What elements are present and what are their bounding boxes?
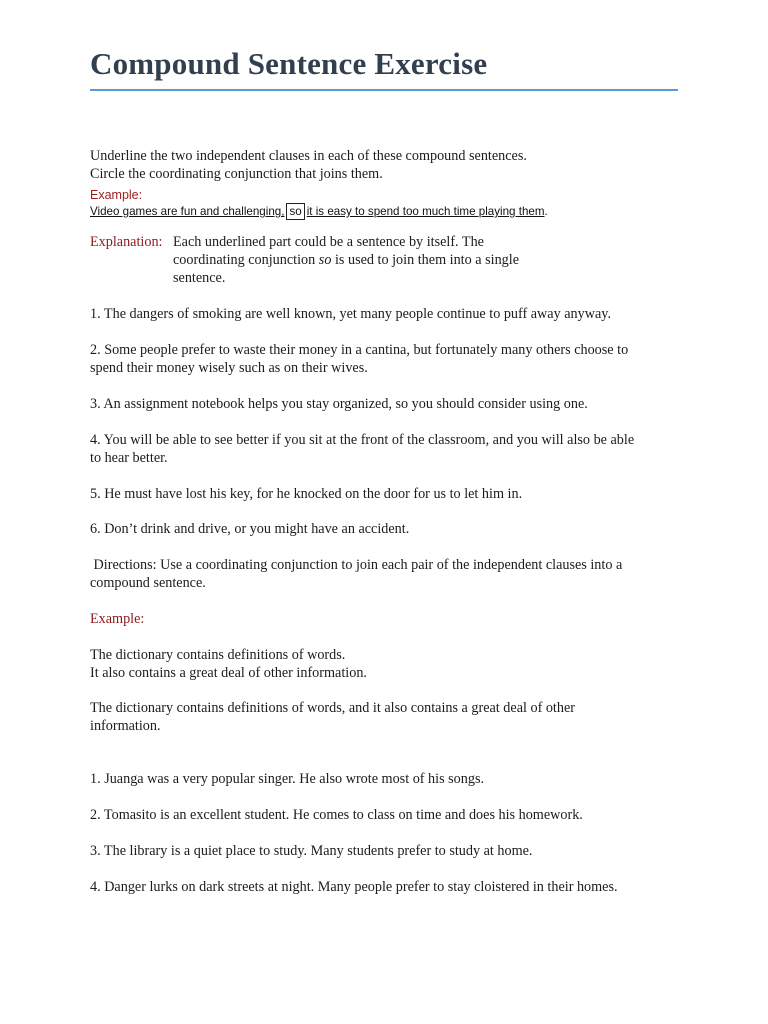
- directions-line-2: compound sentence.: [90, 575, 206, 591]
- example-2-label: Example:: [90, 611, 145, 627]
- exercise1-item-4: 4. You will be able to see better if you sit at the front of the classroom, and you will also be able: [90, 432, 635, 448]
- page-title: Compound Sentence Exercise: [90, 46, 488, 81]
- example-clause-2: it is easy to spend too much time playing them: [306, 205, 545, 218]
- example-pair-line-2: It also contains a great deal of other information.: [90, 665, 367, 681]
- exercise1-item-5: 5. He must have lost his key, for he knocked on the door for us to let him in.: [90, 486, 523, 502]
- explanation-line-1: Each underlined part could be a sentence by itself. The: [173, 234, 484, 250]
- exercise1-item-4-cont: to hear better.: [90, 450, 168, 466]
- explanation-line-3: sentence.: [173, 270, 226, 286]
- instruction-line-1: Underline the two independent clauses in each of these compound sentences.: [90, 148, 527, 164]
- title-underline-rule: [90, 89, 678, 91]
- exercise1-item-3: 3. An assignment notebook helps you stay organized, so you should consider using one.: [90, 396, 588, 412]
- example-answer-line-1: The dictionary contains definitions of words, and it also contains a great deal of other: [90, 700, 575, 716]
- explanation-text-b: is used to join them into a single: [331, 252, 519, 268]
- directions-line-1: Directions: Use a coordinating conjunction to join each pair of the independent clauses into a: [90, 557, 623, 573]
- exercise2-item-1: 1. Juanga was a very popular singer. He also wrote most of his songs.: [90, 771, 485, 787]
- exercise2-item-3: 3. The library is a quiet place to study. Many students prefer to study at home.: [90, 843, 533, 859]
- explanation-so-italic: so: [318, 252, 332, 268]
- exercise2-item-4: 4. Danger lurks on dark streets at night. Many people prefer to stay cloistered in their homes.: [90, 879, 618, 895]
- example-pair-line-1: The dictionary contains definitions of words.: [90, 647, 346, 663]
- exercise1-item-6: 6. Don’t drink and drive, or you might have an accident.: [90, 521, 410, 537]
- instruction-line-2: Circle the coordinating conjunction that joins them.: [90, 166, 383, 182]
- exercise1-item-2-cont: spend their money wisely such as on their wives.: [90, 360, 368, 376]
- exercise1-item-2: 2. Some people prefer to waste their money in a cantina, but fortunately many others choose to: [90, 342, 629, 358]
- example-answer-line-2: information.: [90, 718, 161, 734]
- example-clause-1: Video games are fun and challenging,: [90, 205, 285, 218]
- explanation-label: Explanation:: [90, 234, 163, 250]
- exercise1-item-1: 1. The dangers of smoking are well known, yet many people continue to puff away anyway.: [90, 306, 611, 322]
- exercise2-item-2: 2. Tomasito is an excellent student. He comes to class on time and does his homework.: [90, 807, 583, 823]
- example-sentence: [90, 203, 548, 221]
- explanation-text-a: coordinating conjunction: [173, 252, 319, 268]
- example-label: Example:: [90, 188, 143, 202]
- example-conjunction-box: so: [286, 203, 304, 220]
- explanation-line-2: [173, 251, 519, 269]
- example-period: .: [544, 205, 548, 218]
